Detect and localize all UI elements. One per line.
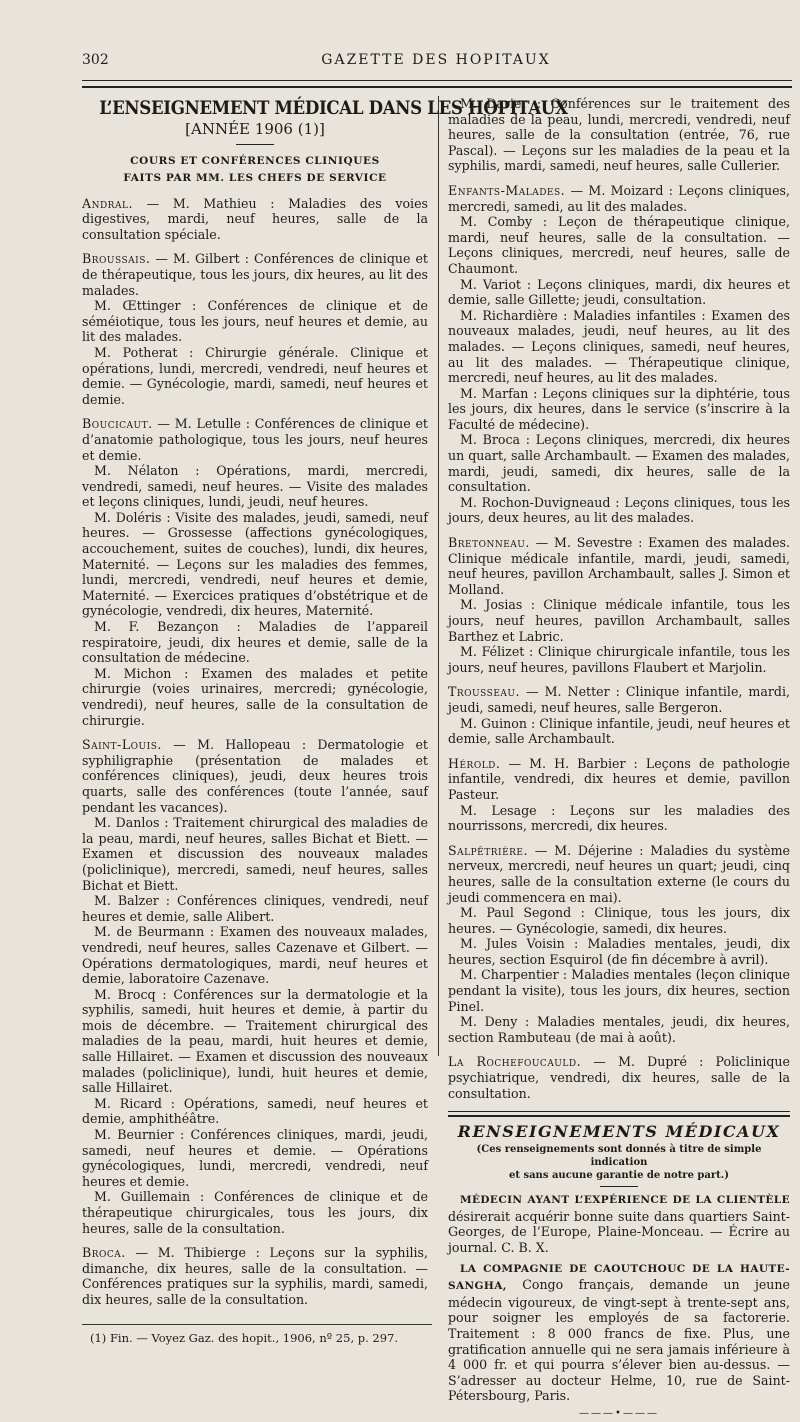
service-entry	[82, 924, 428, 986]
renseignements-note-line-2: et sans aucune garantie de notre part.)	[508, 1170, 729, 1182]
service-entry	[448, 967, 790, 1014]
subheading-line-1: COURS ET CONFÉRENCES CLINIQUES	[130, 154, 380, 167]
classified-ad-text: désirerait acquérir bonne suite dans quartiers Saint-Georges, de l’Europe, Plaine-Monceau. — Écrire au journal. C. B. X.	[448, 1208, 790, 1255]
service-entry	[448, 597, 790, 644]
service-entry-text: M. Œttinger : Conférences de clinique et de séméiotique, tous les jours, neuf heures et demie, au lit des malades.	[82, 298, 428, 345]
service-entry	[448, 644, 790, 675]
service-entry-text: M. Lesage : Leçons sur les maladies des nourrissons, mercredi, dix heures.	[448, 802, 790, 834]
service-entry-text: M. Félizet : Clinique chirurgicale infantile, tous les jours, neuf heures, pavillons Flaubert et Marjolin.	[448, 644, 790, 675]
service-entry	[448, 535, 790, 597]
service-entry	[82, 298, 428, 345]
service-entry	[82, 893, 428, 924]
service-entry-text: M. Comby : Leçon de thérapeutique clinique, mardi, neuf heures, salle de la consultation. — Leçons cliniques, mercredi, neuf heures, salle de Chaumont.	[448, 214, 790, 276]
service-entry-text: M. Deny : Maladies mentales, jeudi, dix heures, section Rambuteau (de mai à août).	[448, 1014, 790, 1045]
service-entry-text: M. Jules Voisin : Maladies mentales, jeudi, dix heures, section Esquirol (de fin décembre à avril).	[448, 936, 790, 967]
service-entry-text: — M. Déjerine : Maladies du système nerveux, mercredi, neuf heures un quart; jeudi, cinq heures, salle de la consultation externe (le cours du jeudi commencera en mai).	[448, 842, 790, 905]
service-entry-text: — M. Mathieu : Maladies des voies digestives, mardi, neuf heures, salle de la consultation spéciale.	[82, 195, 428, 242]
service-entry-text: M. Josias : Clinique médicale infantile, tous les jours, neuf heures, pavillon Archambault, salles Barthez et Labric.	[448, 597, 790, 644]
service-entry-text: M. Potherat : Chirurgie générale. Clinique et opérations, lundi, mercredi, vendredi, neuf heures et demie. — Gynécologie, mardi, samedi, neuf heures et demie.	[82, 344, 428, 407]
renseignements-note	[448, 1143, 790, 1182]
service-entry-text: M. Richardière : Maladies infantiles : Examen des nouveaux malades, jeudi, neuf heures, au lit des malades. — Leçons cliniques, samedi, neuf heures, au lit des malades. — Thérapeutique clinique, mercredi, neuf heures, au lit des malades.	[448, 307, 790, 386]
service-entry	[82, 1245, 428, 1307]
service-entry-lead: Andral.	[82, 195, 133, 211]
service-entry-lead: Bretonneau.	[448, 535, 530, 551]
service-entry-text: M. Brocq : Conférences sur la dermatologie et la syphilis, samedi, huit heures et demie, à partir du mois de décembre. — Traitement chirurgical des maladies de la peau, mardi, huit heures et demie, salle Hillairet. — Examen et discussion des nouveaux malades (policlinique), lundi, huit heures et demie, salle Hillairet.	[82, 986, 428, 1096]
classified-ads	[448, 1191, 790, 1404]
section-title: L’ENSEIGNEMENT MÉDICAL DANS LES HOPITAUX	[99, 98, 568, 119]
section-year: [ANNÉE 1906 (1)]	[185, 120, 325, 138]
service-entry	[448, 716, 790, 747]
right-column	[448, 96, 790, 1422]
service-entry	[82, 251, 428, 298]
service-entry-text: M. Balzer : Conférences cliniques, vendredi, neuf heures et demie, salle Alibert.	[82, 893, 428, 924]
section-rule-thick	[448, 1115, 790, 1117]
renseignements-note-line-1: (Ces renseignements sont donnés à titre de simple indication	[476, 1144, 762, 1169]
service-entry-text: — M. H. Barbier : Leçons de pathologie infantile, vendredi, dix heures et demie, pavillon Pasteur.	[448, 755, 790, 802]
page-header	[82, 52, 790, 82]
service-entry-lead: Broca.	[82, 1245, 126, 1261]
service-entry-text: M. Doléris : Visite des malades, jeudi, samedi, neuf heures. — Grossesse (affections gynécologiques, accouchement, suites de couches), lundi, dix heures, Maternité. — Leçons sur les maladies des femmes, lundi, mercredi, vendredi, neuf heures et demie, Maternité. — Exercices pratiques d’obstétrique et de gynécologie, vendredi, dix heures, Maternité.	[82, 509, 428, 619]
service-entry	[82, 666, 428, 728]
service-entry	[82, 1189, 428, 1236]
service-entry	[448, 756, 790, 803]
service-entry	[448, 96, 790, 174]
classified-ad-lead: LA COMPAGNIE DE CAOUTCHOUC DE LA HAUTE-SANGHA,	[448, 1262, 790, 1293]
column-divider	[438, 96, 439, 1056]
service-entry	[448, 936, 790, 967]
classified-ad	[448, 1191, 790, 1255]
title-rule	[236, 144, 274, 145]
service-entry-text: M. de Beurmann : Examen des nouveaux malades, vendredi, neuf heures, salles Cazenave et Gilbert. — Opérations dermatologiques, mardi, neuf heures et demie, laboratoire Cazenave.	[82, 924, 428, 987]
service-entry-text: M. Nélaton : Opérations, mardi, mercredi, vendredi, samedi, neuf heures. — Visite des malades et leçons cliniques, lundi, jeudi, neuf heures.	[82, 463, 428, 510]
page-number: 302	[82, 52, 109, 68]
footnote: (1) Fin. — Voyez Gaz. des hopit., 1906, nº 25, p. 297.	[90, 1330, 399, 1345]
service-entry	[82, 815, 428, 893]
service-entry-lead: La Rochefoucauld.	[448, 1054, 582, 1070]
service-entry	[448, 1054, 790, 1101]
service-entry-text: M. Guinon : Clinique infantile, jeudi, neuf heures et demie, salle Archambault.	[448, 715, 790, 747]
service-entry	[82, 1127, 428, 1189]
service-entry-text: — M. Netter : Clinique infantile, mardi, jeudi, samedi, neuf heures, salle Bergeron.	[448, 684, 790, 715]
service-entry-text: — M. Dupré : Policlinique psychiatrique, vendredi, dix heures, salle de la consultation.	[448, 1054, 790, 1101]
header-rule-thick	[82, 86, 792, 88]
service-entry	[448, 277, 790, 308]
service-entry-text: M. Beurnier : Conférences cliniques, mardi, jeudi, samedi, neuf heures et demie. — Opérations gynécologiques, lundi, mercredi, vendredi, neuf heures et demie.	[82, 1127, 428, 1189]
service-entry-text: — M. Hallopeau : Dermatologie et syphiligraphie (présentation de malades et conférences cliniques), jeudi, deux heures trois quarts, salle des conférences (toute l’année, sauf pendant les vacances).	[82, 737, 428, 815]
service-entry	[82, 416, 428, 463]
classified-ad-text: Congo français, demande un jeune médecin vigoureux, de vingt-sept à trente-sept ans, pour soigner les employés de sa factorerie. Traitement : 8 000 francs de fixe. Plus, une gratification annuelle qui ne sera jamais inférieure à 4 000 fr. et qui pourra s’élever bien au-dessus. — S’adresser au docteur Helme, 10, rue de Saint-Pétersbourg, Paris.	[448, 1277, 790, 1404]
service-entry-lead: Hérold.	[448, 755, 501, 771]
running-title: GAZETTE DES HOPITAUX	[321, 52, 551, 68]
service-entry-lead: Salpêtrière.	[448, 842, 528, 858]
section-subheading	[82, 153, 428, 187]
service-entry-lead: Trousseau.	[448, 684, 520, 700]
header-rule	[82, 80, 792, 81]
service-entry	[448, 308, 790, 386]
renseignements-title: RENSEIGNEMENTS MÉDICAUX	[457, 1122, 781, 1142]
service-entry	[448, 1014, 790, 1045]
service-entry-text: M. Michon : Examen des malades et petite chirurgie (voies urinaires, mercredi; gynécologie, vendredi), neuf heures, salle de la consultation de chirurgie.	[82, 665, 428, 728]
service-entry	[82, 510, 428, 619]
service-entry-lead: Enfants-Malades.	[448, 182, 566, 198]
service-entry	[448, 432, 790, 494]
service-entry-text: M. Guillemain : Conférences de clinique et de thérapeutique chirurgicales, tous les jours, dix heures, salle de la consultation.	[82, 1189, 428, 1236]
service-entry-lead: Broussais.	[82, 251, 151, 267]
section-rule	[448, 1111, 790, 1112]
end-ornament: ———•———	[579, 1407, 659, 1419]
service-entry-text: — M. Sevestre : Examen des malades. Clinique médicale infantile, mardi, jeudi, samedi, neuf heures, pavillon Archambault, salles J. Simon et Molland.	[448, 535, 790, 597]
service-entry	[448, 803, 790, 834]
left-column-body	[82, 196, 428, 1308]
service-entry	[82, 737, 428, 815]
service-entry-text: M. F. Bezançon : Maladies de l’appareil respiratoire, jeudi, dix heures et demie, salle de la consultation de médecine.	[82, 619, 428, 666]
service-entry-text: — M. Thibierge : Leçons sur la syphilis, dimanche, dix heures, salle de la consultation. — Conférences pratiques sur la syphilis, mardi, samedi, dix heures, salle de la consultation.	[82, 1245, 428, 1307]
service-entry-text: M. Variot : Leçons cliniques, mardi, dix heures et demie, salle Gillette; jeudi, consultation.	[448, 276, 790, 308]
service-entry	[448, 183, 790, 214]
service-entry	[448, 843, 790, 905]
service-entry-text: M. Darier : Conférences sur le traitement des maladies de la peau, lundi, mercredi, vendredi, neuf heures, salle de la consultation (entrée, 76, rue Pascal). — Leçons sur les maladies de la peau et la syphilis, mardi, samedi, neuf heures, salle Cullerier.	[448, 96, 790, 174]
service-entry-text: — M. Letulle : Conférences de clinique et d’anatomie pathologique, tous les jours, neuf heures et demie.	[82, 416, 428, 463]
service-entry-text: M. Ricard : Opérations, samedi, neuf heures et demie, amphithéâtre.	[82, 1095, 428, 1127]
service-entry	[448, 386, 790, 433]
service-entry	[82, 345, 428, 407]
right-column-body	[448, 96, 790, 1101]
service-entry	[82, 196, 428, 243]
subheading-line-2: FAITS PAR MM. LES CHEFS DE SERVICE	[123, 171, 387, 184]
service-entry-text: M. Rochon-Duvigneaud : Leçons cliniques, tous les jours, deux heures, au lit des malades.	[448, 494, 790, 526]
service-entry-text: M. Danlos : Traitement chirurgical des maladies de la peau, mardi, neuf heures, salles Bichat et Biett. — Examen et discussion des nouveaux malades (policlinique), mercredi, samedi, neuf heures, salles Bichat et Biett.	[82, 815, 428, 893]
service-entry	[448, 495, 790, 526]
service-entry-text: M. Marfan : Leçons cliniques sur la diphtérie, tous les jours, dix heures, dans le service (s’inscrire à la Faculté de médecine).	[448, 385, 790, 432]
service-entry-text: M. Charpentier : Maladies mentales (leçon clinique pendant la visite), tous les jours, dix heures, section Pinel.	[448, 967, 790, 1014]
service-entry-text: — M. Gilbert : Conférences de clinique et de thérapeutique, tous les jours, dix heures, au lit des malades.	[82, 251, 428, 298]
service-entry	[82, 987, 428, 1096]
footnote-rule	[82, 1324, 432, 1325]
service-entry	[448, 905, 790, 936]
classified-ad	[448, 1260, 790, 1404]
service-entry	[82, 1096, 428, 1127]
service-entry	[82, 619, 428, 666]
service-entry	[448, 214, 790, 276]
service-entry	[82, 463, 428, 510]
service-entry-text: M. Broca : Leçons cliniques, mercredi, dix heures un quart, salle Archambault. — Examen des malades, mardi, jeudi, samedi, dix heures, salle de la consultation.	[448, 432, 790, 495]
service-entry-lead: Saint-Louis.	[82, 737, 162, 753]
service-entry-text: — M. Moizard : Leçons cliniques, mercredi, samedi, au lit des malades.	[448, 182, 790, 214]
service-entry-lead: Boucicaut.	[82, 416, 153, 432]
classified-ad-lead: MÉDECIN AYANT L’EXPÉRIENCE DE LA CLIENTÈLE	[460, 1194, 790, 1207]
renseignements-rule	[600, 1186, 638, 1187]
service-entry	[448, 684, 790, 715]
service-entry-text: M. Paul Segond : Clinique, tous les jours, dix heures. — Gynécologie, samedi, dix heures.	[448, 905, 790, 936]
